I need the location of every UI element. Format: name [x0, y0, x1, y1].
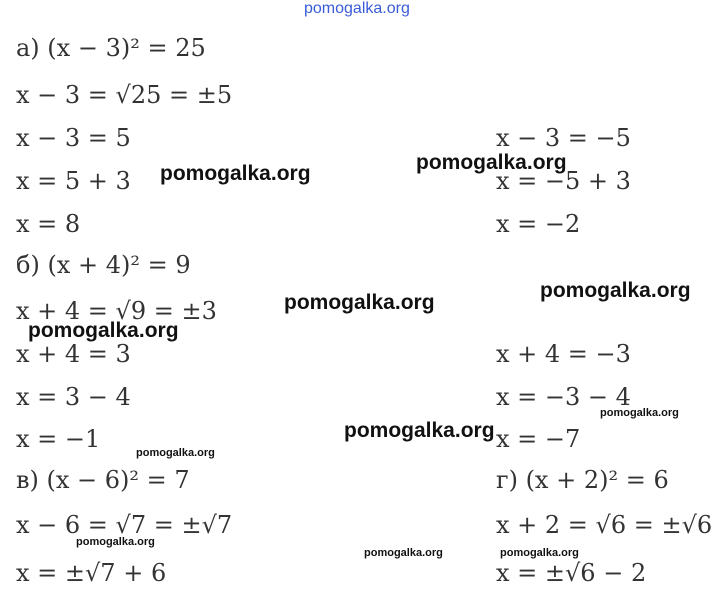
watermark: pomogalka.org	[600, 407, 679, 419]
equation-line: x = −5 + 3	[496, 167, 631, 195]
equation-line: x = −7	[496, 425, 581, 453]
equation-line: x = −1	[16, 425, 101, 453]
equation-line: x + 4 = 3	[16, 340, 131, 368]
equation-line: x − 3 = √25 = ±5	[16, 81, 233, 109]
equation-line: x = −3 − 4	[496, 383, 631, 411]
watermark: pomogalka.org	[136, 447, 215, 459]
equation-line: в) (x − 6)² = 7	[16, 466, 190, 494]
equation-line: x − 3 = −5	[496, 124, 631, 152]
equation-line: а) (x − 3)² = 25	[16, 34, 206, 62]
equation-line: г) (x + 2)² = 6	[496, 466, 669, 494]
equation-line: x + 2 = √6 = ±√6	[496, 511, 713, 539]
watermark: pomogalka.org	[344, 419, 495, 442]
equation-line: x − 6 = √7 = ±√7	[16, 511, 233, 539]
equation-line: x = 8	[16, 210, 81, 238]
watermark: pomogalka.org	[28, 319, 179, 342]
watermark: pomogalka.org	[364, 547, 443, 559]
watermark: pomogalka.org	[540, 279, 691, 302]
watermark: pomogalka.org	[160, 162, 311, 185]
watermark: pomogalka.org	[416, 151, 567, 174]
equation-line: x = 5 + 3	[16, 167, 131, 195]
equation-line: x = ±√6 − 2	[496, 559, 647, 587]
equation-line: x = ±√7 + 6	[16, 559, 167, 587]
equation-line: x − 3 = 5	[16, 124, 131, 152]
watermark: pomogalka.org	[76, 536, 155, 548]
watermark: pomogalka.org	[284, 291, 435, 314]
equation-line: x = −2	[496, 210, 581, 238]
equation-line: x = 3 − 4	[16, 383, 131, 411]
watermark: pomogalka.org	[500, 547, 579, 559]
site-header-watermark: pomogalka.org	[304, 0, 410, 17]
equation-line: x + 4 = √9 = ±3	[16, 297, 217, 325]
equation-line: x + 4 = −3	[496, 340, 631, 368]
equation-line: б) (x + 4)² = 9	[16, 251, 191, 279]
